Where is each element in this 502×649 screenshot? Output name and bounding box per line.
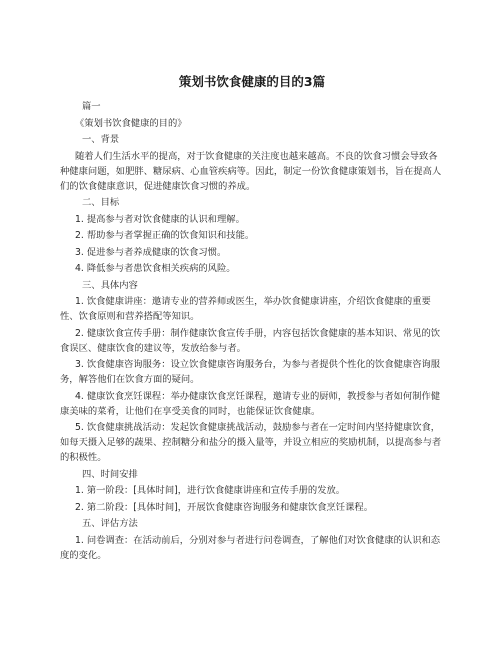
schedule-item: 2. 第二阶段：[具体时间]，开展饮食健康咨询服务和健康饮食烹饪课程。: [75, 501, 373, 513]
section-heading-contents: 三、具体内容: [82, 279, 138, 291]
schedule-item: 1. 第一阶段：[具体时间]，进行饮食健康讲座和宣传手册的发放。: [75, 485, 346, 496]
section-heading-background: 一、背景: [82, 134, 120, 145]
section-heading-goals: 二、目标: [82, 197, 120, 208]
document-title: 策划书饮食健康的目的3篇: [178, 74, 326, 89]
content-item: 3. 饮食健康咨询服务：设立饮食健康咨询服务台，为参与者提供个性化的饮食健康咨询服务，解答他们在饮食方面的疑问。: [60, 359, 441, 385]
content-item: 2. 健康饮食宣传手册：制作健康饮食宣传手册，内容包括饮食健康的基本知识、常见的饮食误区、健康饮食的建议等，发放给参与者。: [60, 327, 441, 354]
evaluation-item: 1. 问卷调查：在活动前后，分别对参与者进行问卷调查，了解他们对饮食健康的认识和态度的变化。: [60, 534, 441, 561]
section-heading-schedule: 四、时间安排: [82, 468, 138, 480]
goal-item: 2. 帮助参与者掌握正确的饮食知识和技能。: [75, 230, 255, 241]
content-item: 4. 健康饮食烹饪课程：举办健康饮食烹饪课程，邀请专业的厨师，教授参与者如何制作健康美味的菜肴，让他们在享受美食的同时，也能保证饮食健康。: [60, 390, 441, 417]
section-heading-evaluation: 五、评估方法: [82, 518, 138, 529]
goal-item: 1. 提高参与者对饮食健康的认识和理解。: [75, 213, 245, 225]
document-name: 《策划书饮食健康的目的》: [75, 117, 187, 129]
goal-item: 4. 降低参与者患饮食相关疾病的风险。: [75, 263, 236, 274]
content-item: 1. 饮食健康讲座：邀请专业的营养师或医生，举办饮食健康讲座，介绍饮食健康的重要性、饮食原则和营养搭配等知识。: [60, 296, 431, 322]
part-label: 篇一: [82, 101, 101, 112]
content-item: 5. 饮食健康挑战活动：发起饮食健康挑战活动，鼓励参与者在一定时间内坚持健康饮食，如每天摄入足够的蔬果、控制糖分和盐分的摄入量等，并设立相应的奖励机制，以提高参与者的积极性。: [60, 422, 442, 463]
goal-item: 3. 促进参与者养成健康的饮食习惯。: [75, 246, 227, 258]
background-paragraph: 随着人们生活水平的提高，对于饮食健康的关注度也越来越高。不良的饮食习惯会导致各种健康问题，如肥胖、糖尿病、心血管疾病等。因此，制定一份饮食健康策划书，旨在提高人们的饮食健康意识，促进健康饮食习惯的养成。: [60, 150, 442, 192]
